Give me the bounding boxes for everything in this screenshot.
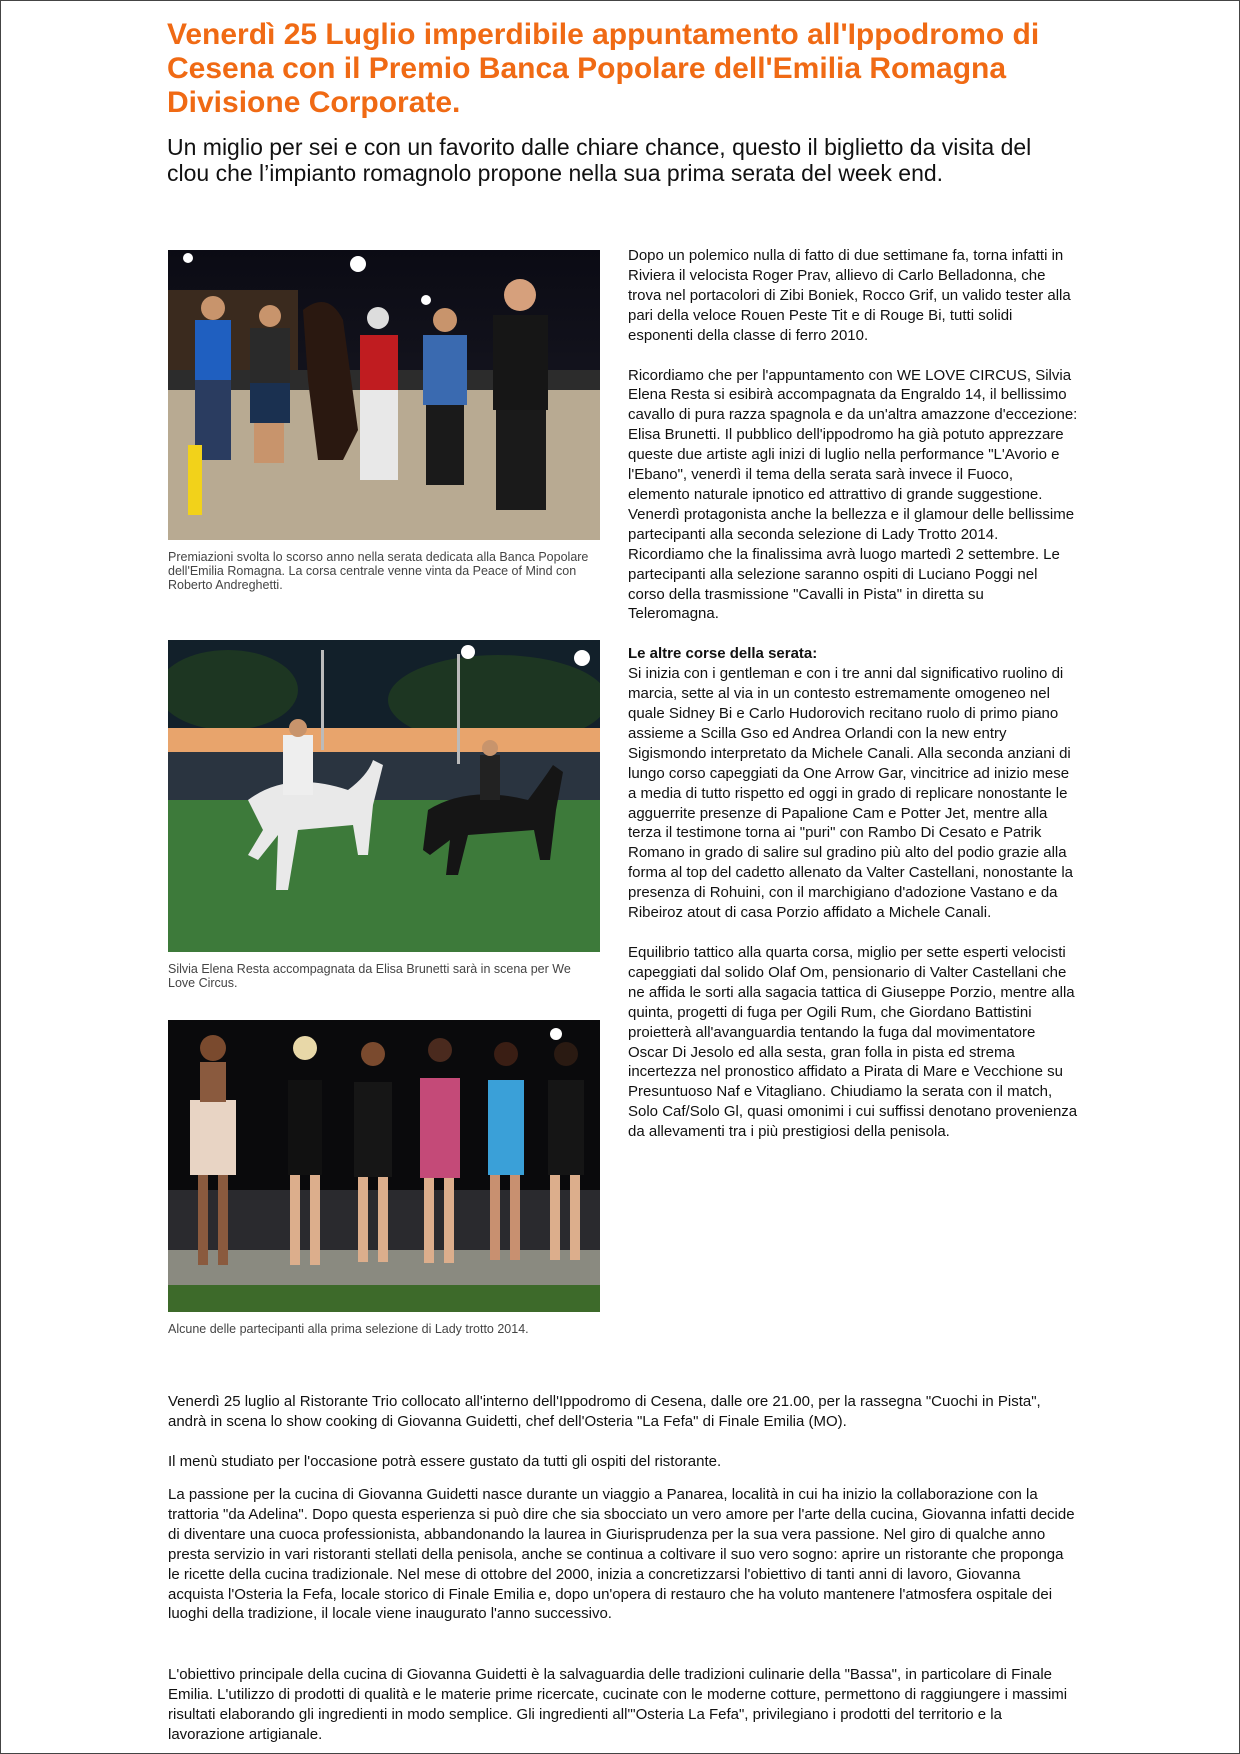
column-paragraph: Ricordiamo che per l'appuntamento con WE LOVE CIRCUS, Silvia Elena Resta si esibirà accompagnata da Engraldo 14, il bellissimo cavallo di pura razza spagnola e da un'altra amazzone d'eccezione: Elisa Brunetti. Il pubblico dell'ippodromo ha già potuto apprezzare queste due artiste agli inizi di luglio nella performance "L'Avorio e l'Ebano", venerdì il tema della serata sarà invece il Fuoco, elemento naturale ipnotico ed attrattivo di grande suggestione. Venerdì protagonista anche la bellezza e il glamour delle bellissime partecipanti alla seconda selezione di Lady Trotto 2014. Ricordiamo che la finalissima avrà luogo martedì 2 settembre. Le partecipanti alla selezione saranno ospiti di Luciano Poggi nel corso della trasmissione "Cavalli in Pista" in diretta su Teleromagna.: [628, 366, 1078, 623]
bottom-paragraph: Venerdì 25 luglio al Ristorante Trio collocato all'interno dell'Ippodromo di Cesena, dalle ore 21.00, per la rassegna "Cuochi in Pista", andrà in scena lo show cooking di Giovanna Guidetti, chef dell'Osteria "La Fefa" di Finale Emilia (MO).: [168, 1393, 1041, 1430]
column-paragraph-races: [628, 644, 1078, 923]
column-paragraph: Equilibrio tattico alla quarta corsa, miglio per sette esperti velocisti capeggiati dal solido Olaf Om, pensionario di Valter Castellani che ne affida le sorti alla sagacia tattica di Giuseppe Porzio, mentre alla quinta, progetti di fuga per Ogili Rum, che Giordano Battistini proietterà all'avanguardia tentando la fuga dal movimentatore Oscar Di Jesolo ed alla sesta, gran folla in pista ed strema incertezza nel pronostico affidato a Pirata di Mare e Vecchione su Presuntuoso Naf e Vitagliano. Chiudiamo la serata con il match, Solo Caf/Solo Gl, quasi omonimi i cui suffissi denotano provenienza da allevamenti tra i più prestigiosi della penisola.: [628, 944, 1078, 1141]
races-text: Si inizia con i gentleman e con i tre anni dal significativo ruolino di marcia, sette al via in un contesto estremamente omogeneo nel quale Sidney Bi e Carlo Hudorovich recitano ruolo di primo piano assieme a Scilla Gso ed Andrea Orlandi con la new entry Sigismondo interpretato da Michele Canali. Alla seconda anziani di lungo corso capeggiati da One Arrow Gar, vincitrice ad inizio mese a media di tutto rispetto ed oggi in grado di replicare nonostante le agguerrite presenze di Papalione Cam e Potter Jet, mentre alla terza il testimone torna ai "puri" con Rambo Di Cesato e Patrik Romano in grado di salire sul gradino più alto del podio grazie alla forma al top del cadetto allenato da Valter Castellani, nonostante la presenza di Rohuini, con il marchigiano d'adozione Vastano e da Ribeiroz atout di casa Porzio affidato a Michele Canali.: [628, 665, 1074, 922]
photo-horses-show: [168, 640, 600, 952]
photo-award-ceremony: [168, 250, 600, 540]
bottom-paragraph: La passione per la cucina di Giovanna Guidetti nasce durante un viaggio a Panarea, località in cui ha inizio la collaborazione con la trattoria "da Adelina". Dopo questa esperienza si può dire che sia sbocciato un vero amore per l'arte della cucina, Giovanna infatti decide di diventare una cuoca professionista, abbandonando la laurea in Giurisprudenza per la sua vera passione. Nel giro di qualche anno presta servizio in vari ristoranti stellati della penisola, anche se continua a coltivare il suo vero sogno: aprire un ristorante che proponga le ricette della cucina tradizionale. Nel mese di ottobre del 2000, inizia a concretizzarsi l'obiettivo di tanti anni di lavoro, Giovanna acquista l'Osteria la Fefa, locale storico di Finale Emilia e, dopo un'opera di restauro che ha voluto mantenere l'atmosfera ospitale dei luoghi della tradizione, il locale viene inaugurato l'anno successivo.: [168, 1486, 1075, 1623]
photo-caption-award: Premiazioni svolta lo scorso anno nella serata dedicata alla Banca Popolare dell'Emilia Romagna. La corsa centrale venne vinta da Peace of Mind con Roberto Andreghetti.: [168, 550, 589, 592]
races-heading: Le altre corse della serata:: [628, 645, 818, 663]
bottom-paragraph: L'obiettivo principale della cucina di Giovanna Guidetti è la salvaguardia delle tradizioni culinarie della "Bassa", in particolare di Finale Emilia. L'utilizzo di prodotti di qualità e le materie prime ricercate, cucinate con le moderne cotture, permettono di raggiungere i massimi risultati elaborando gli ingredienti in modo semplice. Gli ingredienti all'"Osteria La Fefa", privilegiano i prodotti del territorio e la lavorazione artigianale.: [168, 1666, 1068, 1743]
photo-caption-lady-trotto: Alcune delle partecipanti alla prima selezione di Lady trotto 2014.: [168, 1322, 529, 1336]
photo-lady-trotto: [168, 1020, 600, 1312]
article-title: Venerdì 25 Luglio imperdibile appuntamento all'Ippodromo di Cesena con il Premio Banca Popolare dell'Emilia Romagna Divisione Corporate.: [167, 18, 1040, 119]
photo-caption-show: Silvia Elena Resta accompagnata da Elisa Brunetti sarà in scena per We Love Circus.: [168, 962, 571, 990]
bottom-paragraph: Il menù studiato per l'occasione potrà essere gustato da tutti gli ospiti del ristorante.: [168, 1453, 722, 1470]
column-paragraph: Dopo un polemico nulla di fatto di due settimane fa, torna infatti in Riviera il velocista Roger Prav, allievo di Carlo Belladonna, che trova nel portacolori di Zibi Boniek, Rocco Grif, un valido tester alla pari della veloce Rouen Peste Tit e di Rouge Bi, tutti solidi esponenti della classe di ferro 2010.: [628, 247, 1071, 344]
article-column: [628, 246, 1078, 1162]
article-subtitle: Un miglio per sei e con un favorito dalle chiare chance, questo il biglietto da visita del clou che l’impianto romagnolo propone nella sua prima serata del week end.: [167, 134, 1032, 186]
